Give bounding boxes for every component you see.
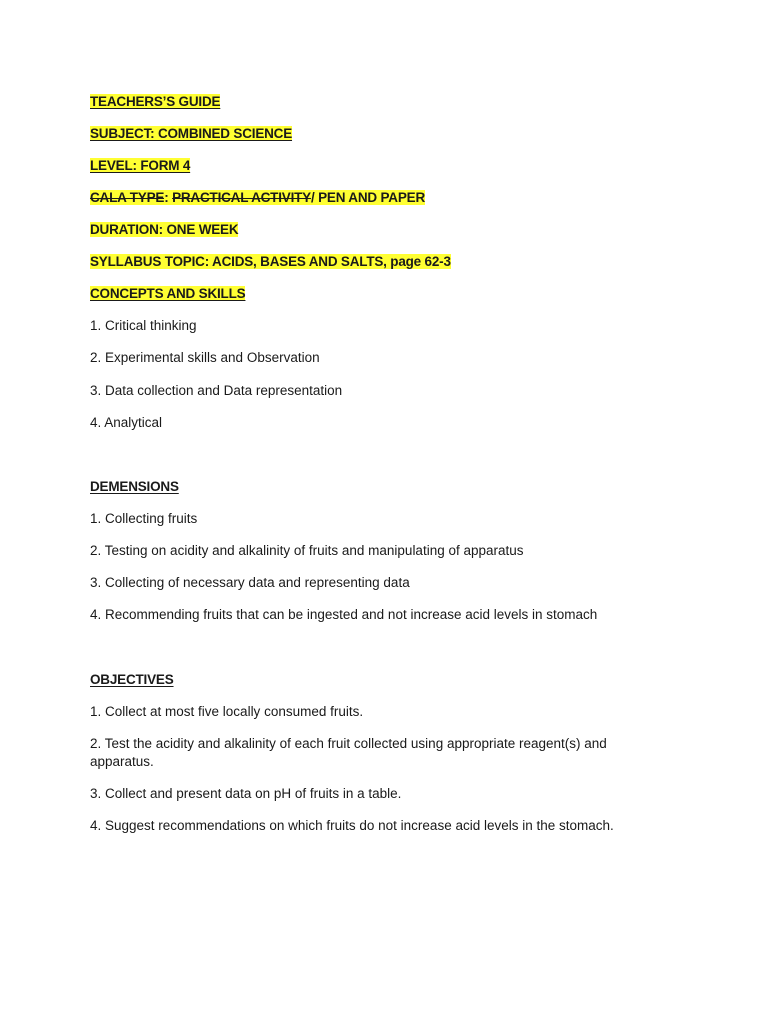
guide-title: TEACHERS’S GUIDE xyxy=(90,94,221,109)
duration: DURATION: ONE WEEK xyxy=(90,222,239,237)
concepts-heading: CONCEPTS AND SKILLS xyxy=(90,286,246,301)
concept-item: 2. Experimental skills and Observation xyxy=(90,350,320,365)
cala-type-line xyxy=(90,189,425,207)
subject: SUBJECT: COMBINED SCIENCE xyxy=(90,126,293,141)
concepts-heading-line xyxy=(90,285,245,303)
concept-item: 1. Critical thinking xyxy=(90,318,197,333)
objective-item: 4. Suggest recommendations on which fruits do not increase acid levels in the stomach. xyxy=(90,818,614,833)
syllabus-topic: SYLLABUS TOPIC: ACIDS, BASES AND SALTS, page 62-3 xyxy=(90,254,451,269)
dimension-item: 1. Collecting fruits xyxy=(90,511,198,526)
dimensions-heading: DEMENSIONS xyxy=(90,479,179,494)
duration-line xyxy=(90,221,238,239)
objective-item: 3. Collect and present data on pH of fruits in a table. xyxy=(90,786,402,801)
objective-item: 2. Test the acidity and alkalinity of each fruit collected using appropriate reagent(s) and apparatus. xyxy=(90,736,607,769)
level: LEVEL: FORM 4 xyxy=(90,158,191,173)
subject-line xyxy=(90,125,292,143)
dimension-item: 4. Recommending fruits that can be ingested and not increase acid levels in stomach xyxy=(90,607,598,622)
dimension-item: 3. Collecting of necessary data and representing data xyxy=(90,575,410,590)
objectives-heading: OBJECTIVES xyxy=(90,672,174,687)
concept-item: 4. Analytical xyxy=(90,415,163,430)
objective-item: 1. Collect at most five locally consumed fruits. xyxy=(90,704,364,719)
concept-item: 3. Data collection and Data representation xyxy=(90,383,343,398)
dimension-item: 2. Testing on acidity and alkalinity of fruits and manipulating of apparatus xyxy=(90,543,524,558)
syllabus-topic-line xyxy=(90,253,451,271)
level-line xyxy=(90,157,190,175)
guide-title-line xyxy=(90,93,220,111)
cala-type-colon: : xyxy=(164,190,173,205)
cala-type-rest: / PEN AND PAPER xyxy=(310,190,426,205)
cala-type-prefix: CALA TYPE xyxy=(90,190,165,205)
cala-type-practical: PRACTICAL ACTIVITY xyxy=(172,190,311,205)
